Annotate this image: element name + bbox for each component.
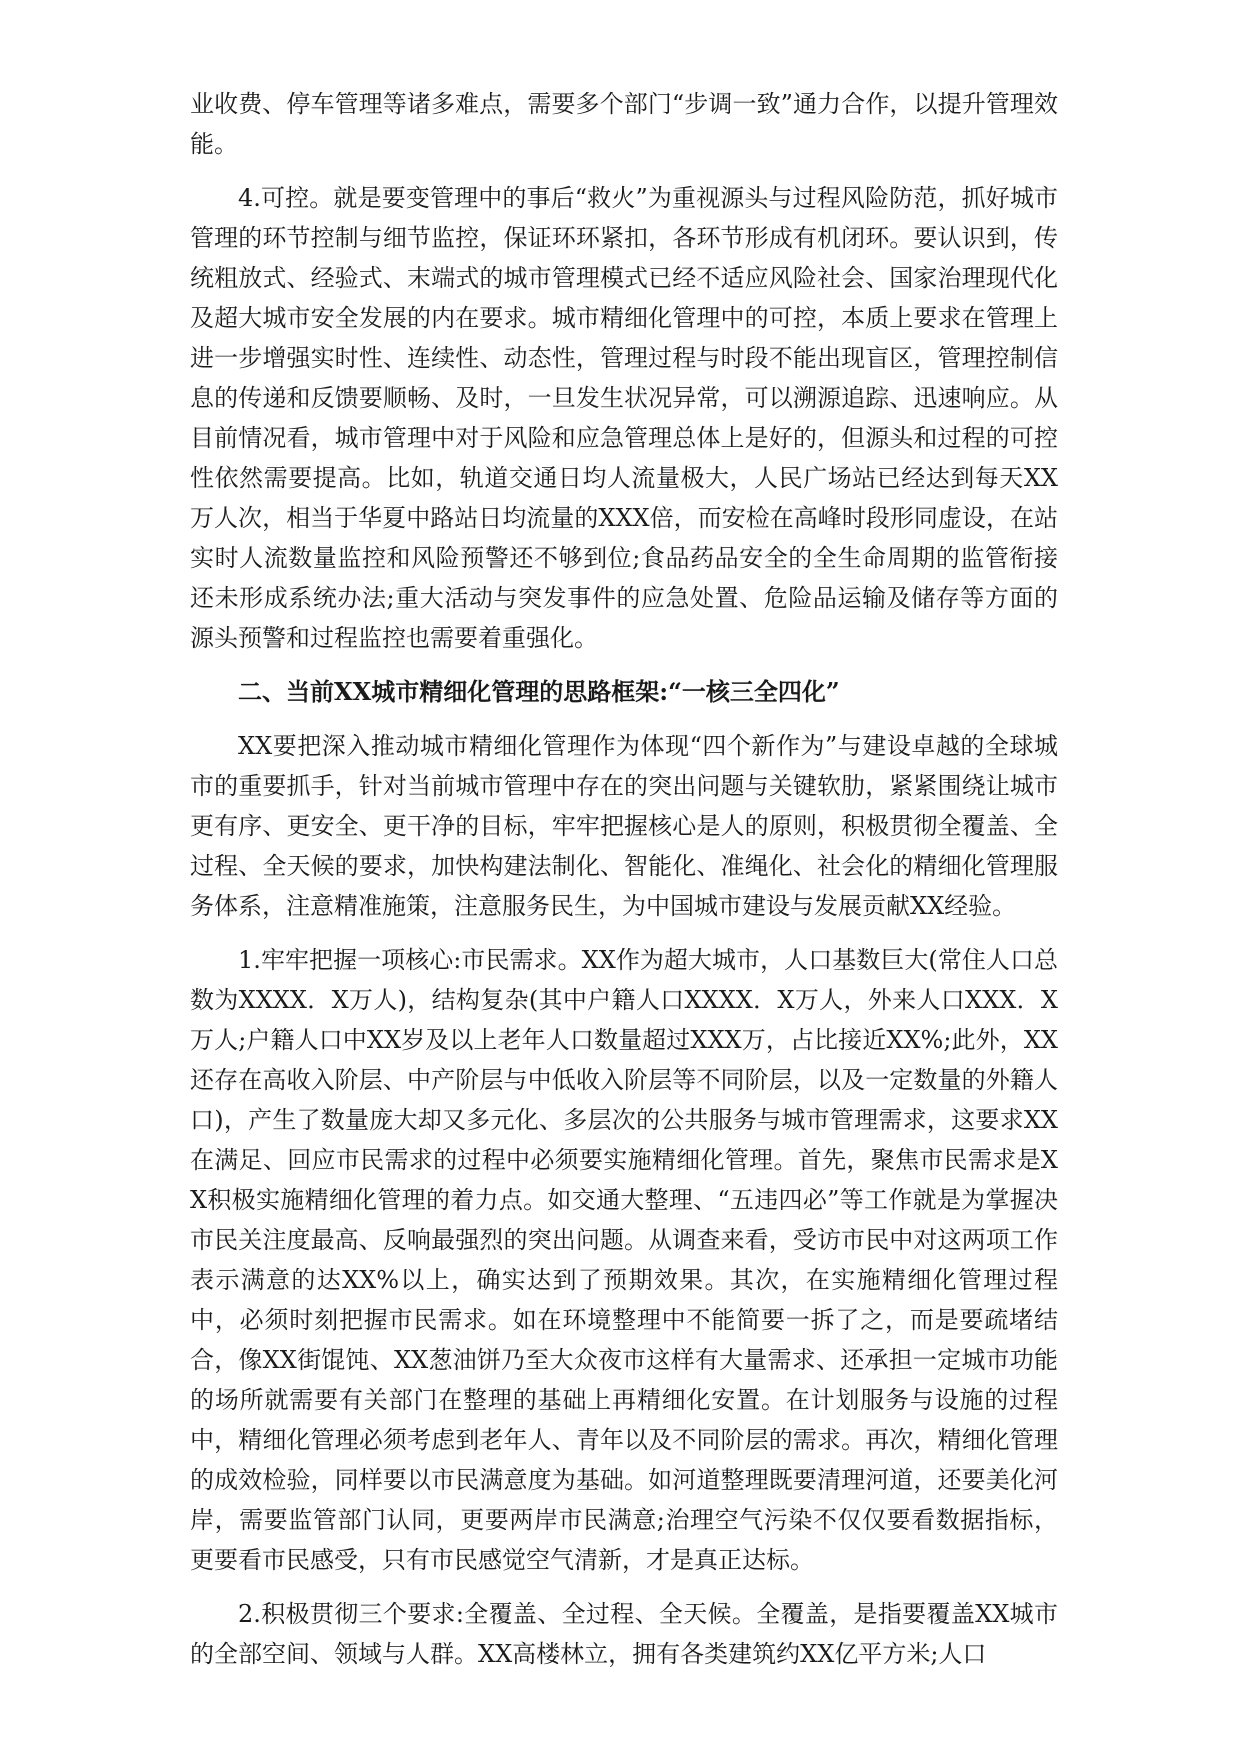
paragraph-framework-intro: XX要把深入推动城市精细化管理作为体现“四个新作为”与建设卓越的全球城市的重要抓手，针对当前城市管理中存在的突出问题与关键软肋，紧紧围绕让城市更有序、更安全、更干净的目标，牢牢把握核心是人的原则，积极贯彻全覆盖、全过程、全天候的要求，加快构建法制化、智能化、准绳化、社会化的精细化管理服务体系，注意精准施策，注意服务民生，为中国城市建设与发展贡献XX经验。 [190, 732, 1058, 920]
document-page [190, 84, 1058, 1688]
paragraph-continuation: 业收费、停车管理等诸多难点，需要多个部门“步调一致”通力合作，以提升管理效能。 [190, 90, 1058, 158]
paragraph-three-requirements: 2.积极贯彻三个要求:全覆盖、全过程、全天候。全覆盖，是指要覆盖XX城市的全部空间、领域与人群。XX高楼林立，拥有各类建筑约XX亿平方米;人口 [190, 1600, 1058, 1668]
paragraph-core-citizen-needs: 1.牢牢把握一项核心:市民需求。XX作为超大城市，人口基数巨大(常住人口总数为XXXX．X万人)，结构复杂(其中户籍人口XXXX．X万人，外来人口XXX．X万人;户籍人口中XX岁及以上老年人口数量超过XXX万，占比接近XX%;此外，XX还存在高收入阶层、中产阶层与中低收入阶层等不同阶层，以及一定数量的外籍人口)，产生了数量庞大却又多元化、多层次的公共服务与城市管理需求，这要求XX在满足、回应市民需求的过程中必须要实施精细化管理。首先，聚焦市民需求是XX积极实施精细化管理的着力点。如交通大整理、“五违四必”等工作就是为掌握决市民关注度最高、反响最强烈的突出问题。从调查来看，受访市民中对这两项工作表示满意的达XX%以上，确实达到了预期效果。其次，在实施精细化管理过程中，必须时刻把握市民需求。如在环境整理中不能简要一拆了之，而是要疏堵结合，像XX街馄饨、XX葱油饼乃至大众夜市这样有大量需求、还承担一定城市功能的场所就需要有关部门在整理的基础上再精细化安置。在计划服务与设施的过程中，精细化管理必须考虑到老年人、青年以及不同阶层的需求。再次，精细化管理的成效检验，同样要以市民满意度为基础。如河道整理既要清理河道，还要美化河岸，需要监管部门认同，更要两岸市民满意;治理空气污染不仅仅要看数据指标，更要看市民感受，只有市民感觉空气清新，才是真正达标。 [190, 946, 1058, 1574]
section-heading: 二、当前XX城市精细化管理的思路框架:“一核三全四化” [238, 677, 840, 706]
paragraph-controllable: 4.可控。就是要变管理中的事后“救火”为重视源头与过程风险防范，抓好城市管理的环节控制与细节监控，保证环环紧扣，各环节形成有机闭环。要认识到，传统粗放式、经验式、末端式的城市管理模式已经不适应风险社会、国家治理现代化及超大城市安全发展的内在要求。城市精细化管理中的可控，本质上要求在管理上进一步增强实时性、连续性、动态性，管理过程与时段不能出现盲区，管理控制信息的传递和反馈要顺畅、及时，一旦发生状况异常，可以溯源追踪、迅速响应。从目前情况看，城市管理中对于风险和应急管理总体上是好的，但源头和过程的可控性依然需要提高。比如，轨道交通日均人流量极大，人民广场站已经达到每天XX万人次，相当于华夏中路站日均流量的XXX倍，而安检在高峰时段形同虚设，在站实时人流数量监控和风险预警还不够到位;食品药品安全的全生命周期的监管衔接还未形成系统办法;重大活动与突发事件的应急处置、危险品运输及储存等方面的源头预警和过程监控也需要着重强化。 [190, 184, 1058, 652]
